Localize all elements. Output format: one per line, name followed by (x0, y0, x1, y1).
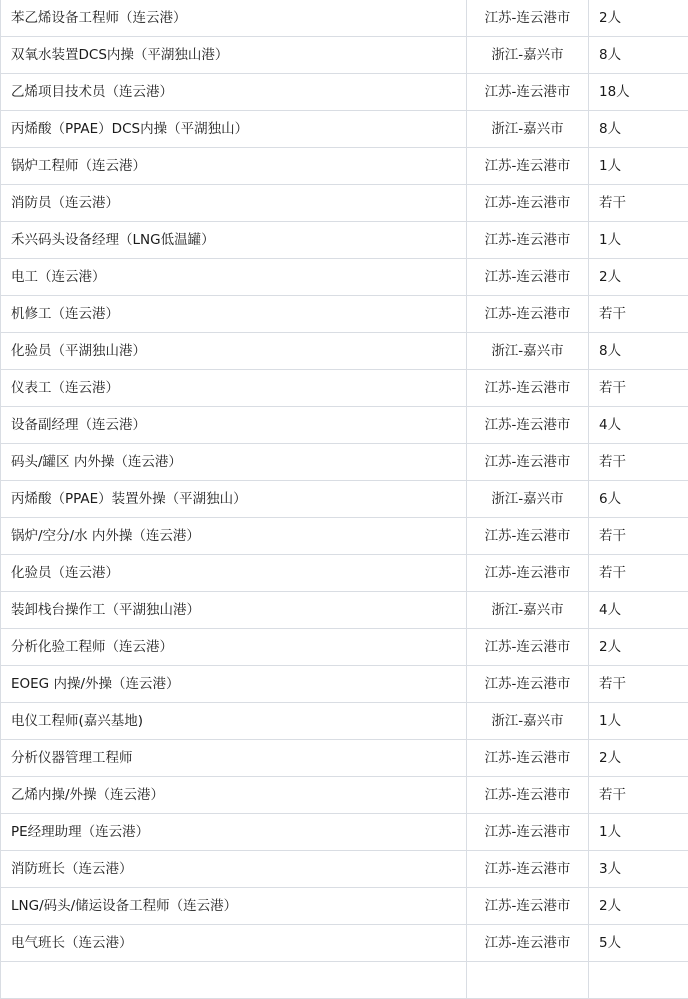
job-title-cell[interactable]: 丙烯酸（PPAE）DCS内操（平湖独山） (1, 111, 467, 148)
job-location-cell: 江苏-连云港市 (467, 222, 589, 259)
table-row[interactable] (1, 925, 688, 962)
job-title-cell[interactable]: 分析化验工程师（连云港） (1, 629, 467, 666)
job-location-cell: 江苏-连云港市 (467, 629, 589, 666)
job-location-cell: 浙江-嘉兴市 (467, 111, 589, 148)
table-row[interactable] (1, 0, 688, 37)
table-row[interactable] (1, 148, 688, 185)
job-title-cell[interactable]: 机修工（连云港） (1, 296, 467, 333)
job-location-cell: 江苏-连云港市 (467, 0, 589, 37)
job-title-cell[interactable]: 乙烯项目技术员（连云港） (1, 74, 467, 111)
job-location-cell: 江苏-连云港市 (467, 444, 589, 481)
table-row[interactable] (1, 185, 688, 222)
job-location-cell: 江苏-连云港市 (467, 740, 589, 777)
job-count-cell: 1人 (589, 703, 688, 740)
job-title-cell[interactable] (1, 962, 467, 999)
job-count-cell: 6人 (589, 481, 688, 518)
job-location-cell: 江苏-连云港市 (467, 666, 589, 703)
job-title-cell[interactable]: 装卸栈台操作工（平湖独山港） (1, 592, 467, 629)
job-location-cell: 浙江-嘉兴市 (467, 333, 589, 370)
job-location-cell: 江苏-连云港市 (467, 925, 589, 962)
job-title-cell[interactable]: 化验员（平湖独山港） (1, 333, 467, 370)
job-title-cell[interactable]: PE经理助理（连云港） (1, 814, 467, 851)
job-location-cell: 浙江-嘉兴市 (467, 37, 589, 74)
table-row[interactable] (1, 111, 688, 148)
job-count-cell: 3人 (589, 851, 688, 888)
table-row[interactable] (1, 777, 688, 814)
job-title-cell[interactable]: 双氧水装置DCS内操（平湖独山港） (1, 37, 467, 74)
job-title-cell[interactable]: LNG/码头/储运设备工程师（连云港） (1, 888, 467, 925)
job-count-cell: 若干 (589, 777, 688, 814)
job-count-cell: 若干 (589, 296, 688, 333)
job-title-cell[interactable]: 消防班长（连云港） (1, 851, 467, 888)
job-location-cell: 江苏-连云港市 (467, 296, 589, 333)
job-location-cell: 浙江-嘉兴市 (467, 592, 589, 629)
job-location-cell: 江苏-连云港市 (467, 555, 589, 592)
table-row[interactable] (1, 518, 688, 555)
job-count-cell: 1人 (589, 148, 688, 185)
table-row[interactable] (1, 629, 688, 666)
job-count-cell: 若干 (589, 518, 688, 555)
table-row[interactable] (1, 74, 688, 111)
job-location-cell: 浙江-嘉兴市 (467, 703, 589, 740)
table-row[interactable] (1, 740, 688, 777)
job-count-cell (589, 962, 688, 999)
job-title-cell[interactable]: 仪表工（连云港） (1, 370, 467, 407)
job-count-cell: 2人 (589, 629, 688, 666)
job-location-cell: 浙江-嘉兴市 (467, 481, 589, 518)
job-title-cell[interactable]: 苯乙烯设备工程师（连云港） (1, 0, 467, 37)
job-count-cell: 4人 (589, 592, 688, 629)
table-row[interactable] (1, 666, 688, 703)
table-row[interactable] (1, 592, 688, 629)
job-count-cell: 2人 (589, 259, 688, 296)
job-location-cell: 江苏-连云港市 (467, 407, 589, 444)
job-title-cell[interactable]: 码头/罐区 内外操（连云港） (1, 444, 467, 481)
table-row[interactable] (1, 370, 688, 407)
table-row[interactable] (1, 444, 688, 481)
table-row[interactable] (1, 407, 688, 444)
job-title-cell[interactable]: 禾兴码头设备经理（LNG低温罐） (1, 222, 467, 259)
job-count-cell: 18人 (589, 74, 688, 111)
job-count-cell: 2人 (589, 0, 688, 37)
job-title-cell[interactable]: 丙烯酸（PPAE）装置外操（平湖独山） (1, 481, 467, 518)
job-count-cell: 8人 (589, 333, 688, 370)
job-title-cell[interactable]: 分析仪器管理工程师 (1, 740, 467, 777)
table-row[interactable] (1, 703, 688, 740)
job-title-cell[interactable]: 电工（连云港） (1, 259, 467, 296)
job-count-cell: 4人 (589, 407, 688, 444)
job-count-cell: 1人 (589, 222, 688, 259)
job-title-cell[interactable]: 化验员（连云港） (1, 555, 467, 592)
job-location-cell: 江苏-连云港市 (467, 888, 589, 925)
table-row[interactable] (1, 37, 688, 74)
job-count-cell: 8人 (589, 37, 688, 74)
table-row[interactable] (1, 333, 688, 370)
job-location-cell: 江苏-连云港市 (467, 777, 589, 814)
table-row[interactable] (1, 555, 688, 592)
job-location-cell: 江苏-连云港市 (467, 370, 589, 407)
table-row[interactable] (1, 222, 688, 259)
job-count-cell: 若干 (589, 666, 688, 703)
job-count-cell: 2人 (589, 740, 688, 777)
job-location-cell: 江苏-连云港市 (467, 74, 589, 111)
table-row[interactable] (1, 851, 688, 888)
job-title-cell[interactable]: 设备副经理（连云港） (1, 407, 467, 444)
table-row[interactable] (1, 888, 688, 925)
table-row[interactable] (1, 962, 688, 999)
job-location-cell: 江苏-连云港市 (467, 814, 589, 851)
job-count-cell: 2人 (589, 888, 688, 925)
job-location-cell: 江苏-连云港市 (467, 185, 589, 222)
job-title-cell[interactable]: 乙烯内操/外操（连云港） (1, 777, 467, 814)
job-count-cell: 1人 (589, 814, 688, 851)
job-location-cell: 江苏-连云港市 (467, 148, 589, 185)
job-location-cell: 江苏-连云港市 (467, 851, 589, 888)
job-listing-body (1, 0, 688, 999)
table-row[interactable] (1, 814, 688, 851)
job-location-cell (467, 962, 589, 999)
job-count-cell: 若干 (589, 444, 688, 481)
table-row[interactable] (1, 259, 688, 296)
job-title-cell[interactable]: 消防员（连云港） (1, 185, 467, 222)
job-count-cell: 若干 (589, 370, 688, 407)
table-row[interactable] (1, 481, 688, 518)
job-title-cell[interactable]: EOEG 内操/外操（连云港） (1, 666, 467, 703)
job-count-cell: 若干 (589, 185, 688, 222)
table-row[interactable] (1, 296, 688, 333)
job-title-cell[interactable]: 电气班长（连云港） (1, 925, 467, 962)
job-title-cell[interactable]: 锅炉/空分/水 内外操（连云港） (1, 518, 467, 555)
job-title-cell[interactable]: 锅炉工程师（连云港） (1, 148, 467, 185)
job-count-cell: 5人 (589, 925, 688, 962)
job-title-cell[interactable]: 电仪工程师(嘉兴基地) (1, 703, 467, 740)
job-location-cell: 江苏-连云港市 (467, 518, 589, 555)
job-count-cell: 8人 (589, 111, 688, 148)
job-location-cell: 江苏-连云港市 (467, 259, 589, 296)
job-count-cell: 若干 (589, 555, 688, 592)
